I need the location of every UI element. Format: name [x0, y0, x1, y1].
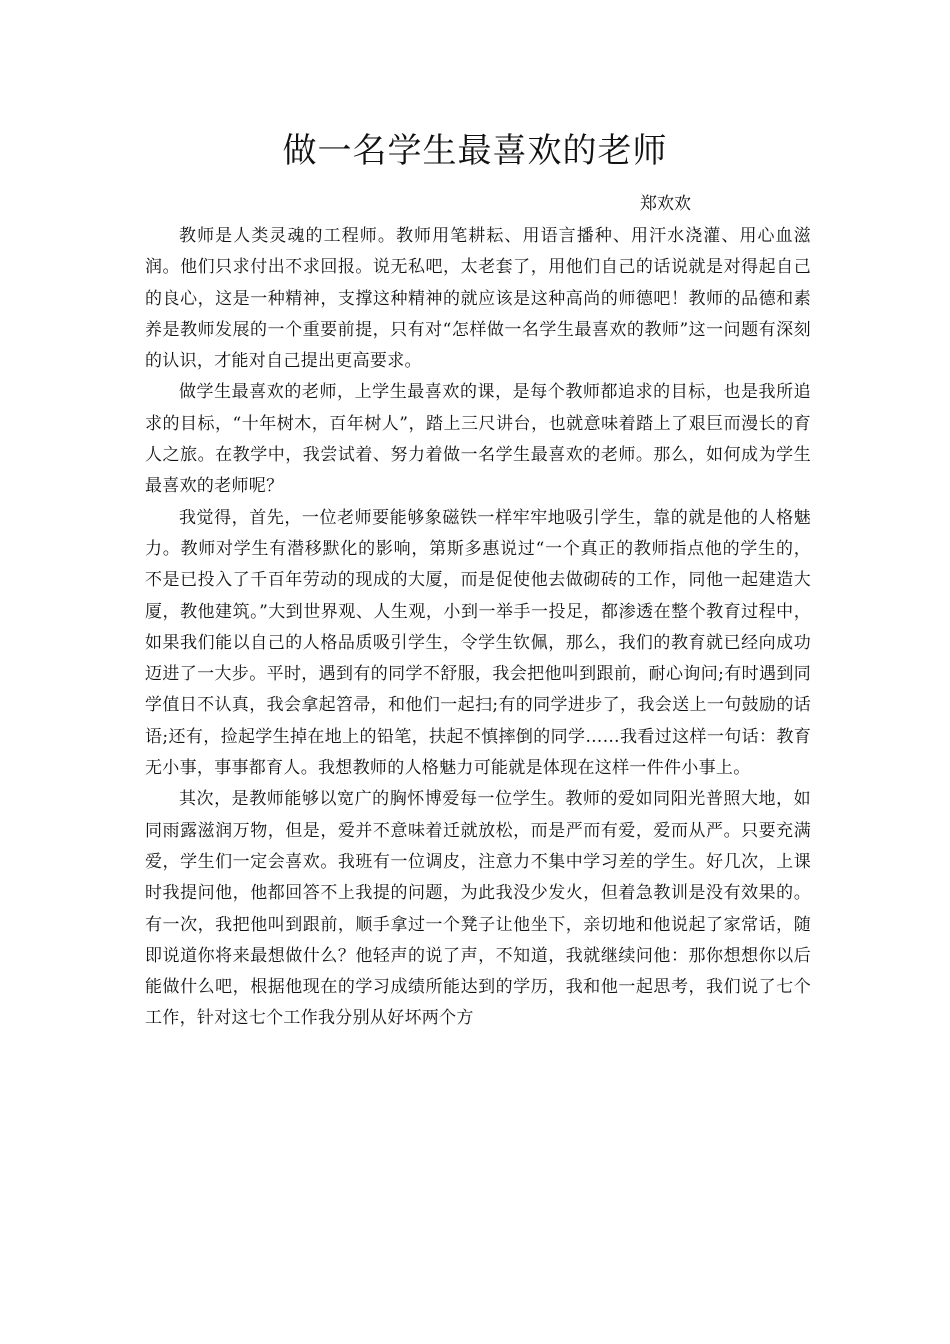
document-title: 做一名学生最喜欢的老师: [282, 131, 668, 171]
paragraph-2: 做学生最喜欢的老师，上学生最喜欢的课，是每个教师都追求的目标，也是我所追求的目标，“十年树木，百年树人”，踏上三尺讲台，也就意味着踏上了艰巨而漫长的育人之旅。在教学中，我尝试着、努力着做一名学生最喜欢的老师。那么，如何成为学生最喜欢的老师呢？: [145, 382, 811, 497]
paragraph-1: 教师是人类灵魂的工程师。教师用笔耕耘、用语言播种、用汗水浇灌、用心血滋润。他们只求付出不求回报。说无私吧，太老套了，用他们自己的话说就是对得起自己的良心，这是一种精神，支撑这种精神的就应该是这种高尚的师德吧！教师的品德和素养是教师发展的一个重要前提，只有对“怎样做一名学生最喜欢的教师”这一问题有深刻的认识，才能对自己提出更高要求。: [145, 226, 811, 372]
author-name: 郑欢欢: [640, 194, 691, 214]
paragraph-4: 其次，是教师能够以宽广的胸怀博爱每一位学生。教师的爱如同阳光普照大地，如同雨露滋润万物，但是，爱并不意味着迁就放松，而是严而有爱，爱而从严。只要充满爱，学生们一定会喜欢。我班有一位调皮，注意力不集中学习差的学生。好几次，上课时我提问他，他都回答不上我提的问题，为此我没少发火，但着急教训是没有效果的。有一次，我把他叫到跟前，顺手拿过一个凳子让他坐下，亲切地和他说起了家常话，随即说道你将来最想做什么？他轻声的说了声，不知道，我就继续问他：那你想想你以后能做什么吧，根据他现在的学习成绩所能达到的学历，我和他一起思考，我们说了七个工作，针对这七个工作我分别从好坏两个方: [145, 789, 811, 1029]
paragraph-3: 我觉得，首先，一位老师要能够象磁铁一样牢牢地吸引学生，靠的就是他的人格魅力。教师对学生有潜移默化的影响，第斯多惠说过“一个真正的教师指点他的学生的，不是已投入了千百年劳动的现成的大厦，而是促使他去做砌砖的工作，同他一起建造大厦，教他建筑。”大到世界观、人生观，小到一举手一投足，都渗透在整个教育过程中，如果我们能以自己的人格品质吸引学生，令学生钦佩，那么，我们的教育就已经向成功迈进了一大步。平时，遇到有的同学不舒服，我会把他叫到跟前，耐心询问;有时遇到同学值日不认真，我会拿起笤帚，和他们一起扫;有的同学进步了，我会送上一句鼓励的话语;还有，捡起学生掉在地上的铅笔，扶起不慎摔倒的同学……我看过这样一句话：教育无小事，事事都育人。我想教师的人格魅力可能就是体现在这样一件件小事上。: [145, 507, 811, 779]
document-body: [145, 221, 811, 1035]
